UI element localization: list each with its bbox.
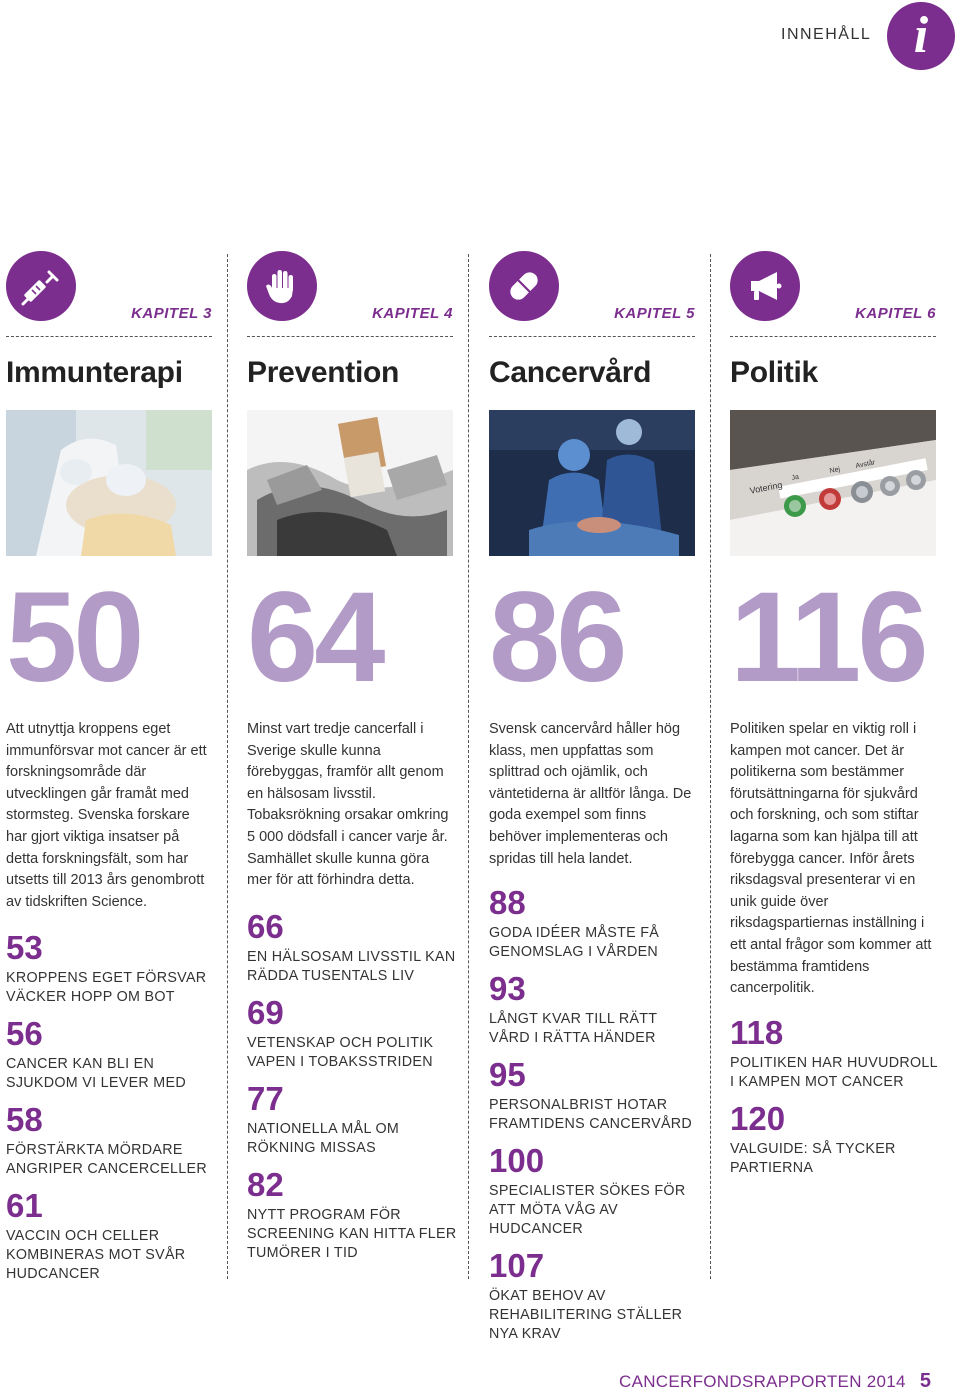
info-icon: i [887,2,955,70]
photo-cigarette-ash [247,410,453,556]
article-page: 53 [6,929,43,966]
photo-surgery [489,410,695,556]
article-title: PERSONALBRIST HOTAR FRAMTIDENS CANCERVÅRD [489,1097,693,1132]
no-label: Nej [829,466,841,475]
chapter-label: KAPITEL 5 [614,305,695,322]
article-page: 82 [247,1166,284,1203]
abstain-label: Avstår [855,459,876,470]
article-entry[interactable] [489,1140,699,1239]
article-entry[interactable] [489,1245,699,1344]
article-title: NYTT PROGRAM FÖR SCREENING KAN HITTA FLER TUMÖRER I TID [247,1207,457,1261]
chapter-intro: Svensk cancervård håller hög klass, men uppfattas som splittrad och ojämlik, och väntetiderna är alltför långa. De goda exempel som finns behöver implementeras och spridas till hela landet. [489,721,692,867]
article-page: 120 [730,1100,786,1137]
article-page: 56 [6,1015,43,1052]
article-title: GODA IDÉER MÅSTE FÅ GENOMSLAG I VÅRDEN [489,925,660,960]
column-divider [710,254,711,1279]
article-entry[interactable] [730,1098,940,1178]
article-list [247,906,457,1269]
article-list [730,1012,940,1184]
article-entry[interactable] [730,1012,940,1092]
section-label: INNEHÅLL [781,26,872,43]
chapter-intro: Politiken spelar en viktig roll i kampen mot cancer. Det är politikerna som bestämmer förutsättningarna för sjukvård och forskning, och som stiftar lagarna som kan hjälpa till att förebygga cancer. Inför årets riksdagsval presenterar vi en unik guide över riksdagspartiernas inställning i ett antal frågor som kommer att bestämma framtidens cancerpolitik. [730,721,932,997]
chapter-title: Prevention [247,356,400,389]
article-entry[interactable] [6,1185,216,1284]
article-entry[interactable] [6,927,216,1007]
photo-voting-panel [730,410,936,556]
article-page: 66 [247,908,284,945]
page-number: 5 [919,1370,932,1392]
article-entry[interactable] [247,1078,457,1158]
chapter-label: KAPITEL 4 [372,305,453,322]
syringe-icon [6,251,76,321]
article-entry[interactable] [247,992,457,1072]
column-divider [227,254,228,1279]
article-entry[interactable] [489,882,699,962]
chapter-title: Cancervård [489,356,652,389]
chapter-column-cancervard [489,0,695,1342]
chapter-start-page: 50 [6,566,141,709]
article-page: 107 [489,1247,545,1284]
chapter-start-page: 116 [730,566,925,709]
article-page: 95 [489,1056,526,1093]
chapter-rule [489,336,695,337]
article-title: POLITIKEN HAR HUVUDROLL I KAMPEN MOT CANCER [730,1055,938,1090]
article-page: 88 [489,884,526,921]
vote-label: Votering [748,479,784,496]
chapter-column-immunterapi [6,0,212,1330]
article-entry[interactable] [489,968,699,1048]
megaphone-icon [730,251,800,321]
article-title: ÖKAT BEHOV AV REHABILITERING STÄLLER NYA KRAV [489,1288,683,1342]
article-list [6,927,216,1290]
chapter-column-politik [730,0,936,1330]
chapter-label: KAPITEL 3 [131,305,212,322]
article-title: NATIONELLA MÅL OM RÖKNING MISSAS [247,1121,400,1156]
article-entry[interactable] [6,1099,216,1179]
chapter-title: Immunterapi [6,356,183,389]
chapter-rule [247,336,453,337]
article-page: 118 [730,1014,784,1051]
chapter-rule [730,336,936,337]
yes-label: Ja [791,473,800,482]
article-page: 58 [6,1101,43,1138]
chapter-start-page: 64 [247,566,382,709]
article-title: VALGUIDE: SÅ TYCKER PARTIERNA [730,1141,896,1176]
article-entry[interactable] [489,1054,699,1134]
article-page: 77 [247,1080,284,1117]
chapter-rule [6,336,212,337]
article-list [489,882,699,1350]
article-page: 93 [489,970,526,1007]
page-footer [619,1370,931,1393]
chapter-title: Politik [730,356,818,389]
photo-lab-work [6,410,212,556]
article-title: VETENSKAP OCH POLITIK VAPEN I TOBAKSSTRIDEN [247,1035,434,1070]
chapter-intro: Minst vart tredje cancerfall i Sverige skulle kunna förebyggas, framför allt genom en hälsosam livsstil. Tobaksrökning orsakar omkring 5 000 dödsfall i cancer varje år. Samhället skulle kunna göra mer för att förhindra detta. [247,721,449,889]
article-title: CANCER KAN BLI EN SJUKDOM VI LEVER MED [6,1056,186,1091]
article-page: 69 [247,994,284,1031]
article-entry[interactable] [247,1164,457,1263]
chapter-label: KAPITEL 6 [855,305,936,322]
chapter-start-page: 86 [489,566,624,709]
pill-icon [489,251,559,321]
article-title: KROPPENS EGET FÖRSVAR VÄCKER HOPP OM BOT [6,970,207,1005]
article-entry[interactable] [247,906,457,986]
publication-name: CANCERFONDSRAPPORTEN 2014 [619,1372,906,1391]
article-page: 61 [6,1187,43,1224]
article-title: LÅNGT KVAR TILL RÄTT VÅRD I RÄTTA HÄNDER [489,1011,658,1046]
chapter-column-prevention [247,0,457,1330]
chapter-intro: Att utnyttja kroppens eget immunförsvar mot cancer är ett forskningsområde där utvecklingen går framåt med stormsteg. Svenska forskare har gjort viktiga insatser på detta forskningsfält, som har utsetts till 2013 års genombrott av tidskriften Science. [6,721,207,910]
article-title: FÖRSTÄRKTA MÖRDARE ANGRIPER CANCERCELLER [6,1142,207,1177]
article-entry[interactable] [6,1013,216,1093]
article-title: VACCIN OCH CELLER KOMBINERAS MOT SVÅR HUDCANCER [6,1228,186,1282]
column-divider [468,254,469,1279]
article-title: SPECIALISTER SÖKES FÖR ATT MÖTA VÅG AV HUDCANCER [489,1183,686,1237]
article-title: EN HÄLSOSAM LIVSSTIL KAN RÄDDA TUSENTALS LIV [247,949,456,984]
hand-stop-icon [247,251,317,321]
article-page: 100 [489,1142,545,1179]
